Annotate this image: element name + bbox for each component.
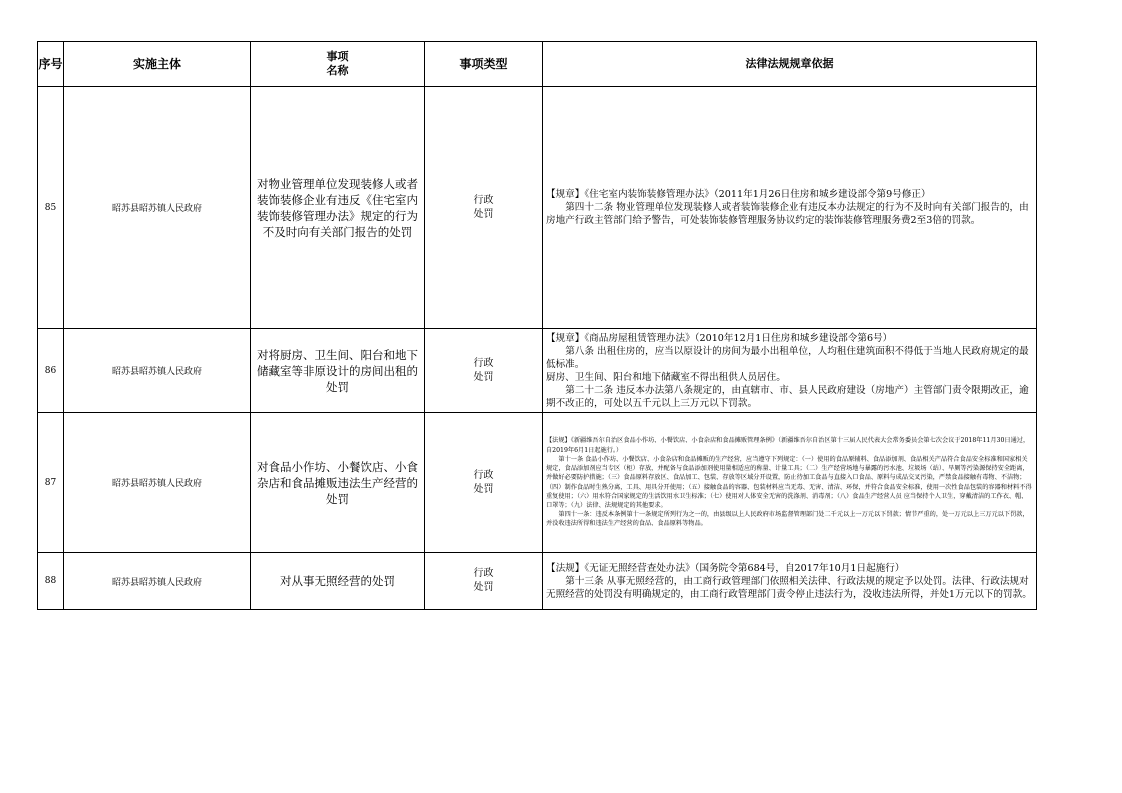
- enforcement-table: [37, 41, 1037, 610]
- row-type: 行政 处罚: [425, 87, 543, 329]
- row-type: 行政 处罚: [425, 553, 543, 610]
- row-seq: 85: [38, 87, 64, 329]
- header-subject: 实施主体: [64, 42, 251, 87]
- row-subject: 昭苏县昭苏镇人民政府: [64, 413, 251, 553]
- row-item: 对将厨房、卫生间、阳台和地下储藏室等非原设计的房间出租的处罚: [251, 329, 425, 413]
- row-subject: 昭苏县昭苏镇人民政府: [64, 553, 251, 610]
- table-row: [38, 87, 1037, 329]
- table-row: [38, 553, 1037, 610]
- row-seq: 88: [38, 553, 64, 610]
- header-basis: 法律法规规章依据: [543, 42, 1037, 87]
- row-basis: 【规章】《住宅室内装饰装修管理办法》（2011年1月26日住房和城乡建设部令第9号修正） 第四十二条 物业管理单位发现装修人或者装饰装修企业有违反本办法规定的行为不及时向有关部门报告的，由房地产行政主管部门给予警告，可处装饰装修管理服务协议约定的装饰装修管理服务费2至3倍的罚款。: [543, 87, 1037, 329]
- row-subject: 昭苏县昭苏镇人民政府: [64, 87, 251, 329]
- row-basis: 【法规】《新疆维吾尔自治区食品小作坊、小餐饮店、小食杂店和食品摊贩管理条例》（新疆维吾尔自治区第十三届人民代表大会常务委员会第七次会议于2018年11月30日通过，自2019年6月1日起施行。） 第十一条 食品小作坊、小餐饮店、小食杂店和食品摊贩的生产经营，应当遵守下列规定：（一）使用的食品原辅料、食品添加剂、食品相关产品符合食品安全标准和国家相关规定，食品添加剂应当专区（柜）存放，并配备与食品添加剂使用量相适应的称量、计量工具；（二）生产经营场地与暴露的污水池、垃圾场（站）、旱厕等污染源保持安全距离，并做好必要防护措施；（三）食品原料存放区、食品加工、包装、存放等区域分开设置，防止待加工食品与直接入口食品、原料与成品交叉污染，严禁食品接触有毒物、不洁物；（四）制作食品时生熟分离，工具、用具分开使用；（五）接触食品的容器、包装材料应当无毒、无害、清洁、环保，并符合食品安全标准，使用一次性食品包装的容器和材料不得重复使用；（六）用水符合国家规定的生活饮用水卫生标准；（七）使用对人体安全无害的洗涤剂、消毒剂；（八）食品生产经营人员 应当保持个人卫生，穿戴清洁的工作衣、帽、口罩等；（九）法律、法规规定的其他要求。 第四十一条：违反本条例第十一条规定所列行为之一的，由县级以上人民政府市场监督管理部门处二千元以上一万元以下罚款；情节严重的，处一万元以上三万元以下罚款，并没收违法所得和违法生产经营的食品、食品原料等物品。: [543, 413, 1037, 553]
- row-seq: 87: [38, 413, 64, 553]
- header-item: 事项 名称: [251, 42, 425, 87]
- header-seq: 序号: [38, 42, 64, 87]
- row-type: 行政 处罚: [425, 329, 543, 413]
- row-basis: 【法规】《无证无照经营查处办法》（国务院令第684号，自2017年10月1日起施行） 第十三条 从事无照经营的，由工商行政管理部门依照相关法律、行政法规的规定予以处罚。法律、行政法规对无照经营的处罚没有明确规定的，由工商行政管理部门责令停止违法行为，没收违法所得，并处1万元以下的罚款。: [543, 553, 1037, 610]
- table-header-row: [38, 42, 1037, 87]
- row-item: 对食品小作坊、小餐饮店、小食杂店和食品摊贩违法生产经营的处罚: [251, 413, 425, 553]
- row-subject: 昭苏县昭苏镇人民政府: [64, 329, 251, 413]
- table-row: [38, 413, 1037, 553]
- row-item: 对从事无照经营的处罚: [251, 553, 425, 610]
- row-seq: 86: [38, 329, 64, 413]
- table-row: [38, 329, 1037, 413]
- row-item: 对物业管理单位发现装修人或者装饰装修企业有违反《住宅室内装饰装修管理办法》规定的行为不及时向有关部门报告的处罚: [251, 87, 425, 329]
- header-type: 事项类型: [425, 42, 543, 87]
- row-basis: 【规章】《商品房屋租赁管理办法》（2010年12月1日住房和城乡建设部令第6号） 第八条 出租住房的，应当以原设计的房间为最小出租单位，人均租住建筑面积不得低于当地人民政府规定的最低标准。 厨房、卫生间、阳台和地下储藏室不得出租供人员居住。 第二十二条 违反本办法第八条规定的，由直辖市、市、县人民政府建设（房地产）主管部门责令限期改正，逾期不改正的，可处以五千元以上三万元以下罚款。: [543, 329, 1037, 413]
- row-type: 行政 处罚: [425, 413, 543, 553]
